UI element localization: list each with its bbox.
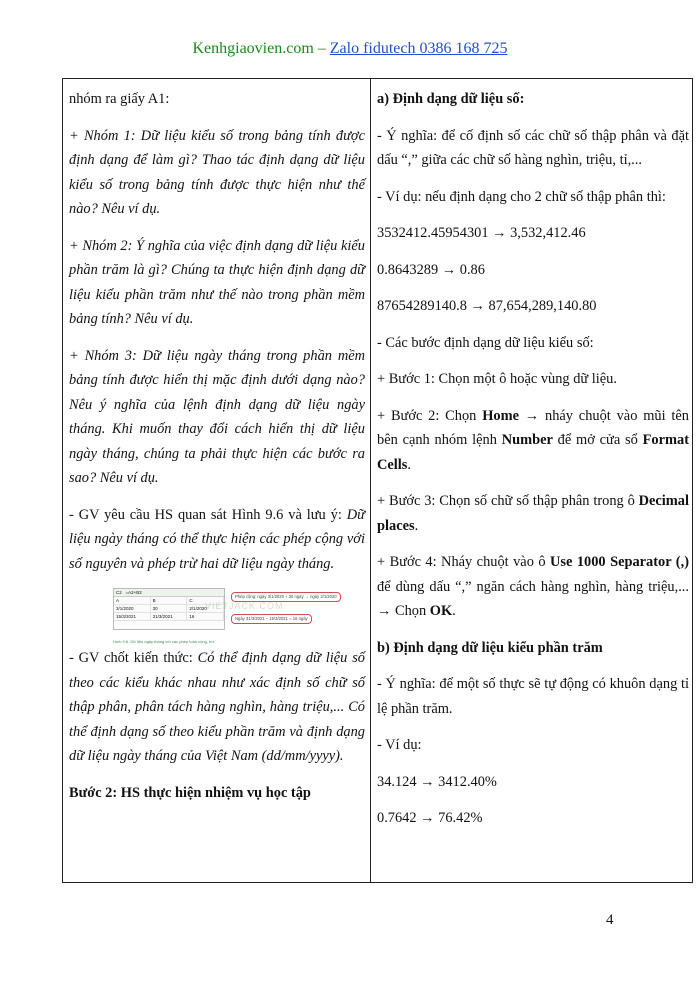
format-cells-term: Format Cells: [377, 432, 689, 473]
cell: 30: [151, 605, 188, 612]
text: → nháy chuột vào mũi tên bên cạnh nhóm lệnh: [377, 407, 690, 448]
col-b-header: B: [151, 597, 188, 604]
header-separator: –: [313, 40, 330, 57]
text: + Bước 3: Chọn số chữ số thập phân trong ô: [377, 493, 639, 509]
formula: =A2+B2: [125, 590, 142, 595]
group-intro: nhóm ra giấy A1:: [69, 91, 170, 107]
gv-observe-note: [69, 503, 365, 577]
gv-conclusion-lead: - GV chốt kiến thức:: [69, 650, 198, 666]
step-2-heading: Bước 2: HS thực hiện nhiệm vụ học tập: [69, 784, 311, 801]
figure-caption: Hình 9.6. Dữ liệu ngày tháng với các phép toán cộng, trừ: [113, 639, 215, 644]
example-2: 0.8643289 → 0.86: [377, 261, 485, 278]
zalo-contact: Zalo fidutech 0386 168 725: [329, 40, 508, 57]
example-3: 87654289140.8 → 87,654,289,140.80: [377, 298, 597, 314]
text: để mở cửa sổ: [552, 432, 643, 448]
percent-example-2: 0.7642 → 76.42%: [377, 810, 483, 826]
step-4: [377, 550, 689, 624]
right-column: [377, 87, 689, 843]
decimal-places-term: Decimal places: [377, 493, 689, 534]
text: + Bước 4: Nháy chuột vào ô: [377, 554, 550, 570]
cell: 31/3/2021: [151, 613, 188, 620]
callout-addition: Phép cộng: ngày 3/1/2020 + 30 ngày → ngày 2/1/2020: [231, 592, 341, 602]
separator-term: Use 1000 Separator (,): [550, 554, 689, 570]
col-a-header: A: [114, 597, 151, 604]
section-b-example: - Ví dụ:: [377, 737, 422, 753]
group-3-question: + Nhóm 3: Dữ liệu ngày tháng trong phần mềm bảng tính được hiển thị mặc định dưới dạng nào? Nêu ý nghĩa của lệnh định dạng dữ liệu ngày tháng. Khi muốn thay đổi cách hiển thị dữ liệu ngày tháng, chúng ta phải thực hiện các bước ra sao? Nêu ví dụ.: [69, 347, 365, 486]
figure-9-6: [113, 588, 337, 644]
gv-observe-lead: - GV yêu cầu HS quan sát Hình 9.6 và lưu ý:: [69, 506, 347, 523]
example-1: 3532412.45954301 → 3,532,412.46: [377, 225, 586, 241]
cell: 15/3/2021: [114, 613, 151, 620]
step-3: [377, 489, 689, 538]
section-b-title: b) Định dạng dữ liệu kiểu phần trăm: [377, 639, 603, 656]
ok-term: OK: [429, 603, 453, 619]
text: .: [452, 603, 456, 619]
cell-ref: C2: [116, 590, 122, 595]
cell: 2/1/2020: [187, 605, 224, 612]
page-header: [0, 40, 700, 58]
group-1-question: + Nhóm 1: Dữ liệu kiểu số trong bảng tính được định dạng để làm gì? Thao tác định dạng dữ liệu kiểu số trong bảng tính được thực hiện như thế nào? Nêu ví dụ.: [69, 127, 365, 217]
gv-conclusion: [69, 646, 365, 769]
cell: 16: [187, 613, 224, 620]
percent-example-1: 34.124 → 3412.40%: [377, 773, 497, 790]
cell: 3/1/2020: [114, 605, 151, 612]
section-b-meaning: - Ý nghĩa: để một số thực sẽ tự động có khuôn dạng tỉ lệ phần trăm.: [377, 676, 689, 717]
text: .: [414, 517, 419, 534]
gv-conclusion-italic: Có thể định dạng dữ liệu số theo các kiểu khác nhau như xác định số chữ số thập phân, phân tách hàng nghìn, hàng triệu,... Có thể định dạng số theo kiểu phần trăm và định dạng dữ liệu ngày tháng của Việt Nam (dd/mm/yyyy).: [69, 650, 365, 764]
text: .: [407, 456, 411, 473]
callout-subtraction: Ngày 31/3/2021 − 15/3/2021 = 16 ngày: [231, 614, 312, 624]
steps-title: - Các bước định dạng dữ liệu kiểu số:: [377, 334, 594, 351]
section-a-title: a) Định dạng dữ liệu số:: [377, 91, 525, 107]
gv-observe-italic: Dữ liệu ngày tháng có thể thực hiện các phép cộng với số nguyên và phép trừ hai dữ liệu ngày tháng.: [69, 506, 365, 572]
column-divider: [370, 79, 371, 882]
group-2-question: + Nhóm 2: Ý nghĩa của việc định dạng dữ liệu kiểu phần trăm là gì? Chúng ta thực hiện định dạng dữ liệu kiểu phần trăm như thế nào trong phần mềm bảng tính? Nêu ví dụ.: [69, 237, 365, 327]
site-name: Kenhgiaovien.com: [192, 40, 314, 57]
left-column: [69, 87, 365, 817]
text: để dùng dấu “,” ngăn cách hàng nghìn, hàng triệu,... → Chọn: [377, 578, 689, 619]
section-a-example: - Ví dụ: nếu định dạng cho 2 chữ số thập phân thì:: [377, 188, 666, 205]
page-number: 4: [606, 912, 614, 928]
number-term: Number: [501, 432, 553, 448]
step-1: + Bước 1: Chọn một ô hoặc vùng dữ liệu.: [377, 371, 617, 387]
figure-watermark: VIETJACK.COM: [205, 601, 284, 611]
step-2: [377, 404, 689, 478]
section-a-meaning: - Ý nghĩa: để cố định số các chữ số thập phân và đặt dấu “,” giữa các chữ số hàng nghìn, triệu, tỉ,...: [377, 127, 689, 168]
text: + Bước 2: Chọn: [377, 407, 483, 424]
home-term: Home: [482, 407, 519, 424]
col-c-header: C: [187, 597, 224, 604]
lesson-table: [62, 78, 693, 883]
